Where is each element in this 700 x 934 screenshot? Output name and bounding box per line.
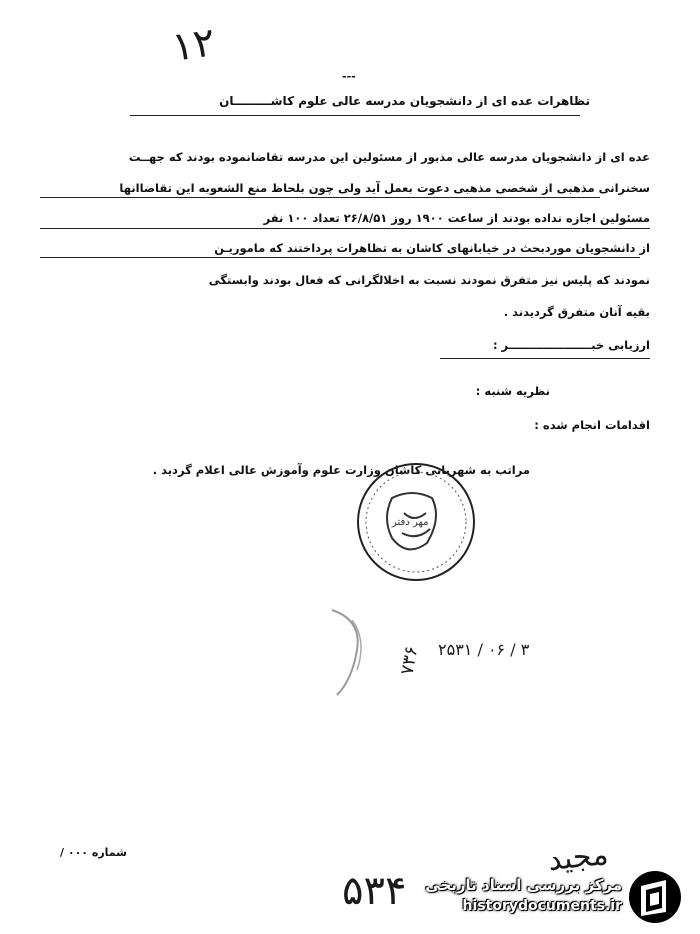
top-mark: --- [342,70,356,83]
margin-number: ۷۳۶ [396,644,423,677]
stamp-text: مهر دفتر [392,517,429,528]
archive-logo-icon [626,868,684,926]
document-title: تظاهرات عده ای از دانشجویان مدرسه عالی علوم کاشـــــــــان [219,94,590,108]
underline-3 [40,257,640,258]
watermark-logo [422,866,692,928]
title-underline [130,115,580,116]
copy-count: شماره ۰۰۰ / [60,846,127,859]
evaluation-underline [440,358,650,359]
body-line-4: از دانشجویان موردبحث در خیابانهای کاشان به تظاهرات پرداختند که ماموریـن [214,241,650,255]
body-line-2: سخنرانی مذهبی از شخصی مذهبی دعوت بعمل آید ولی چون بلحاظ منع الشعوبه این تقاضاانها [119,181,650,195]
action-taken-label: اقدامات انجام شده : [534,418,650,432]
handwritten-signature: مجید [546,836,610,879]
reference-code: ۳ / ۰۶ / ۲۵۳۱ [438,640,530,659]
watermark-url: historydocuments.ir [462,898,622,914]
body-line-6: بقیه آنان متفرق گردیدند . [503,305,650,319]
page-number: ۱۲ [169,19,218,71]
body-line-3: مسئولین اجازه نداده بودند از ساعت ۱۹۰۰ روز ۲۶/۸/۵۱ تعداد ۱۰۰ نفر [263,211,650,225]
bottom-number: ۵۳۴ [342,868,407,914]
body-line-5: نمودند که پلیس نیز متفرق نمودند نسبت به اخلالگرانی که فعال بودند وابستگی [208,273,650,287]
body-line-1: عده ای از دانشجویان مدرسه عالی مذبور از مسئولین این مدرسه تقاضانموده بودند که جهــت [128,150,650,164]
opinion-label: نظریه شنبه : [475,384,550,398]
underline-2 [40,228,650,229]
faint-mark [322,600,382,700]
watermark-org-name: مرکز بررسی اسناد تاریخی [425,876,622,894]
underline-1 [40,197,600,198]
evaluation-label: ارزیابی خبـــــــــــــــــــــر : [492,338,650,352]
closing-line: مراتب به شهربانی کاشان وزارت علوم وآموزش عالی اعلام گردید . [152,463,530,477]
